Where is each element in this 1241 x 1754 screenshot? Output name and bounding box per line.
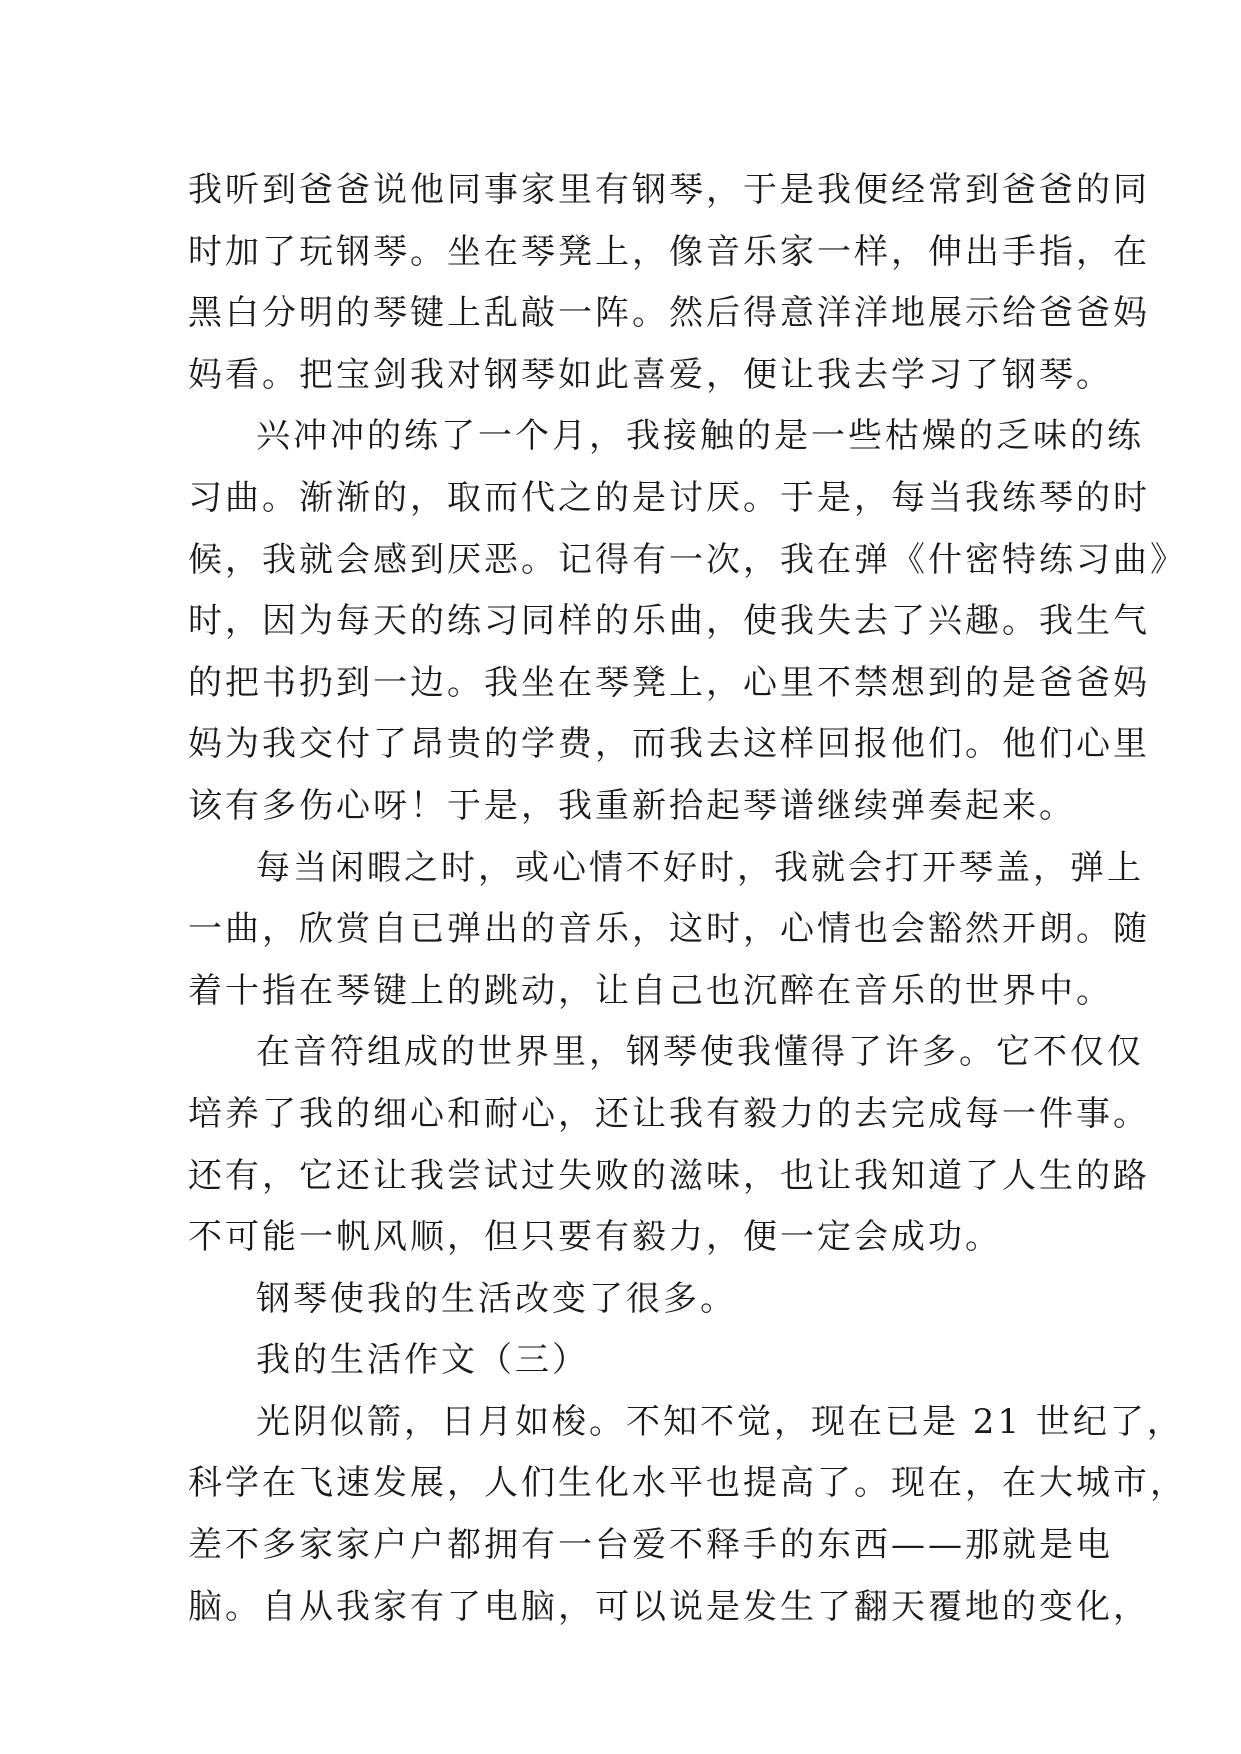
text-line: 候，我就会感到厌恶。记得有一次，我在弹《什密特练习曲》 — [188, 539, 1187, 580]
text-line: 兴冲冲的练了一个月，我接触的是一些枯燥的乏味的练 — [256, 416, 1144, 457]
text-line: 习曲。渐渐的，取而代之的是讨厌。于是，每当我练琴的时 — [188, 477, 1150, 518]
body-text — [188, 160, 1187, 1638]
text-line: 在音符组成的世界里，钢琴使我懂得了许多。它不仅仅 — [256, 1032, 1144, 1073]
text-line: 光阴似箭，日月如梭。不知不觉，现在已是 21 世纪了， — [256, 1401, 1184, 1442]
section-heading: 我的生活作文（三） — [256, 1340, 589, 1381]
text-line: 钢琴使我的生活改变了很多。 — [256, 1278, 737, 1319]
text-line: 的把书扔到一边。我坐在琴凳上，心里不禁想到的是爸爸妈 — [188, 662, 1150, 703]
text-line: 时加了玩钢琴。坐在琴凳上，像音乐家一样，伸出手指，在 — [188, 231, 1150, 272]
text-line: 时，因为每天的练习同样的乐曲，使我失去了兴趣。我生气 — [188, 601, 1150, 642]
text-line: 不可能一帆风顺，但只要有毅力，便一定会成功。 — [188, 1217, 1002, 1258]
text-line: 每当闲暇之时，或心情不好时，我就会打开琴盖，弹上 — [256, 847, 1144, 888]
text-line: 差不多家家户户都拥有一台爱不释手的东西——那就是电 — [188, 1525, 1113, 1566]
text-line: 妈为我交付了昂贵的学费，而我去这样回报他们。他们心里 — [188, 724, 1150, 765]
text-line: 一曲，欣赏自已弹出的音乐，这时，心情也会豁然开朗。随 — [188, 909, 1150, 950]
text-line: 科学在飞速发展，人们生化水平也提高了。现在，在大城市， — [188, 1463, 1187, 1504]
text-line: 还有，它还让我尝试过失败的滋味，也让我知道了人生的路 — [188, 1155, 1150, 1196]
text-line: 着十指在琴键上的跳动，让自己也沉醉在音乐的世界中。 — [188, 970, 1113, 1011]
text-line: 妈看。把宝剑我对钢琴如此喜爱，便让我去学习了钢琴。 — [188, 354, 1113, 395]
text-line: 我听到爸爸说他同事家里有钢琴，于是我便经常到爸爸的同 — [188, 170, 1150, 210]
text-line: 培养了我的细心和耐心，还让我有毅力的去完成每一件事。 — [188, 1093, 1150, 1134]
text-line: 脑。自从我家有了电脑，可以说是发生了翻天覆地的变化， — [188, 1586, 1150, 1627]
text-line: 该有多伤心呀！于是，我重新拾起琴谱继续弹奏起来。 — [188, 785, 1076, 826]
text-line: 黑白分明的琴键上乱敲一阵。然后得意洋洋地展示给爸爸妈 — [188, 293, 1150, 334]
